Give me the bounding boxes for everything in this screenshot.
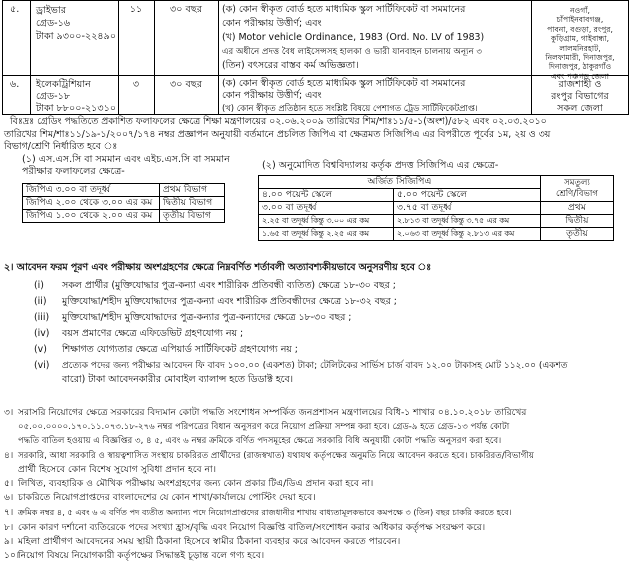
table-cell: ২.০৬৩ বা তদূর্ধ্ব কিন্তু ২.৮১৩ এর কম (394, 228, 541, 241)
post-count: ৩ (132, 79, 140, 90)
condition-number: (ii) (34, 296, 47, 307)
condition-text: মুক্তিযোদ্ধা/শহীদ মুক্তিযোদ্ধাদের পুত্র-কন্যার পুত্র-কন্যাদের ক্ষেত্রে ১৮-৩০ বছর ; (62, 312, 352, 323)
post-count: ১১ (129, 4, 143, 15)
table-row (23, 184, 225, 197)
post-age: ৩০ বছর (170, 4, 202, 15)
point-number: ৫। (4, 478, 14, 490)
qual-line: এর অধীনে প্রদত্ত বৈধ লাইসেন্সসহ হালকা ও ভারী যানবাহন চালনায় অন্যূন ৩ (222, 47, 483, 57)
point-text: প্রার্থী হিসেবে কোন বিশেষ সুযোগ সুবিধা প্রদান হবে না। (18, 463, 216, 475)
point-number: ৪। (4, 449, 14, 461)
table-cell: ২.৮১৩ বা তদূর্ধ্ব কিন্তু ৩.৭৫ এর কম (394, 215, 541, 228)
condition-text: বয়স প্রমাণের ক্ষেত্রে এফিডেভিট গ্রহণযোগ্য নয় ; (62, 328, 244, 339)
gpa-table (22, 183, 225, 223)
condition-item (34, 310, 568, 326)
post-age: ৩০ বছর (170, 79, 202, 90)
header-line: শ্রেণি/বিভাগ (555, 188, 599, 199)
point-line (4, 549, 534, 563)
condition-number: (v) (34, 344, 47, 355)
condition-number: (i) (34, 280, 44, 291)
subtitle-line: (১) এস.এস.সি বা সমমান এবং এইচ.এস.সি বা সমমান (22, 154, 230, 165)
district-line: চাঁপাইনবাবগঞ্জ, (556, 15, 604, 25)
post-districts (532, 6, 628, 81)
table-row (259, 228, 614, 241)
table-cell: দ্বিতীয় (541, 215, 614, 228)
district-line: রাজশাহী ও (558, 79, 602, 90)
post-pay: টাকা ৮৮০০-২১৩১০ (36, 103, 117, 114)
cgpa-table (258, 175, 614, 241)
numbered-points (4, 406, 534, 563)
condition-item (34, 358, 568, 374)
point-line (4, 434, 534, 448)
point-line (4, 505, 534, 520)
table-header: অর্জিত সিজিপিএ (259, 176, 541, 189)
point-number: ১০। (4, 550, 20, 562)
district-line: কুড়িগ্রাম, গাইবান্ধা, (550, 34, 610, 44)
point-text: ক্রমিক নম্বর ৪, ৫ এবং ৬ এ বর্ণিত পদ ব্যতীত অন্যান্য পদে নিয়োগপ্রাপ্তদের রাজধানীর শাখায় বাধ্যতামূলকভাবে কমপক্ষে ৩ (তিন) বছর চাকরি করতে হবে। (18, 507, 512, 518)
condition-text: প্রত্যেক পদের জন্য পরীক্ষার আবেদন ফি বাবদ ১০০.০০ (একশত) টাকা; টেলিটকের সার্ভিস চার্জ বাবদ ১২.০০ টাকাসহ মোট ১১২.০০ (একশত (62, 361, 568, 371)
qual-line: কোন পরীক্ষায় উত্তীর্ণ; এবং (222, 90, 322, 101)
col-divider (218, 0, 219, 115)
table-cell: ২.২৫ বা তদূর্ধ্ব কিন্তু ৩.০০ এর কম (259, 215, 394, 228)
condition-number: (vi) (34, 360, 50, 371)
post-pay: টাকা ৯৩০০-২২৪৯০ (36, 31, 117, 42)
note-line: বিভাগ/শ্রেণি নির্ধারিত হবে ঃ (4, 141, 118, 152)
post-title-block (36, 79, 116, 115)
table-row (259, 176, 614, 189)
table-left-border (2, 0, 3, 115)
subtitle-line: পরীক্ষার ফলাফলের ক্ষেত্রে- (22, 166, 125, 177)
district-line: দিনাজপুর, ঠাকুরগাঁও (548, 62, 612, 72)
point-text: সরকারি, আধা সরকারি ও স্বায়ত্বশাসিত সংস্থায় চাকরিরত প্রার্থীদের (রাজস্বখাত) যথাযথ কর্তৃপক্ষের অনুমতি নিয়ে আবেদন করতে হবে। চাকরিরত/বিভাগীয় (18, 450, 534, 461)
table-row (259, 202, 614, 215)
point-number: ৯। (4, 535, 14, 547)
post-serial: ৫. (10, 4, 20, 15)
district-line: নিলফামারী, দিনাজপুর, (545, 53, 615, 63)
condition-text: সকল প্রার্থীর (মুক্তিযোদ্ধার পুত্র-কন্যা এবং শারীরিক প্রতিবন্ধী ব্যতিত) ক্ষেত্রে ১৮-৩০ বছর ; (62, 280, 396, 291)
post-grade: গ্রেড-১৬ (36, 18, 71, 29)
district-line: এবং পঞ্চগড় জেলা (550, 71, 610, 81)
point-number: ৩। (4, 407, 14, 418)
section-2-heading: ২। আবেদন ফরম পূরণ এবং পরীক্ষায় অংশগ্রহণের ক্ষেত্রে নিম্নবর্ণিত শর্তাবলী অত্যাবশ্যকীয়ভাবে অনুসরণীয় হবে ঃ (4, 262, 432, 273)
table-cell: প্রথম (541, 202, 614, 215)
table-row (23, 210, 225, 223)
point-line (4, 463, 534, 477)
point-line (4, 521, 534, 535)
point-number: ৮। (4, 521, 14, 533)
point-line (4, 491, 534, 505)
qual-line: (খ) কোন স্বীকৃত প্রতিষ্ঠান হতে সংশ্লিষ্ট বিষয়ে পেশাগত ট্রেড সার্টিফিকেটপ্রাপ্ত। (222, 103, 478, 113)
point-text: পদ্ধতি বাতিল হওয়ায় এ বিজ্ঞপ্তির ৩, ৪ ৫, এবং ৬ নম্বর ক্রমিকে বর্ণিত পদসমূহের ক্ষেত্রে সরকারি বিধি অনুযায়ী কোটা পদ্ধতি অনুসরণ করা হবে। (18, 436, 502, 447)
point-line (4, 420, 534, 434)
col-divider (30, 0, 31, 115)
table-header (541, 176, 614, 202)
qual-line: (খ) Motor vehicle Ordinance, 1983 (Ord. No. LV of 1983) (222, 32, 485, 43)
table-cell: প্রথম বিভাগ (160, 184, 225, 197)
point-number: ৬। (4, 492, 14, 504)
point-text: মহিলা প্রার্থীগণ আবেদনের সময় স্থায়ী ঠিকানা হিসেবে স্বামীর ঠিকানা ব্যবহার করে আবেদন করতে পারবেন। (18, 535, 401, 547)
point-text: চাকরিতে নিয়োগপ্রাপ্তদের বাংলাদেশের যে কোন শাখা/কার্যালয়ে পোস্টিং দেয়া হবে। (18, 492, 316, 504)
post-title-block (36, 4, 116, 43)
table-right-border (628, 0, 629, 115)
table-top-border (2, 0, 629, 1)
table-cell: তৃতীয় বিভাগ (160, 210, 225, 223)
district-line: লালমনিরহাট, (559, 43, 601, 53)
condition-continuation: বারো) টাকা আবেদনকারীর মোবাইল ব্যালান্স হতে ডিডাক্ট হবে। (62, 374, 294, 385)
post-grade: গ্রেড-১৮ (36, 91, 71, 102)
qual-line: কোন পরীক্ষায় উত্তীর্ণ; এবং (222, 18, 322, 29)
table-cell: জিপিএ ২.০০ থেকে ৩.০০ এর কম (23, 197, 160, 210)
point-line (4, 477, 534, 491)
condition-text: মুক্তিযোদ্ধা/শহীদ মুক্তিযোদ্ধাদের পুত্র-কন্যা এবং শারীরিক প্রতিবন্ধীদের ক্ষেত্রে ১৮-৩২ বছর ; (62, 296, 397, 307)
table-row (259, 215, 614, 228)
table-cell: ৩.০০ বা তদূর্ধ্ব (259, 202, 394, 215)
condition-number: (iv) (34, 328, 50, 339)
condition-number: (iii) (34, 312, 50, 323)
table-cell: ৩.৭৫ বা তদূর্ধ্ব (394, 202, 541, 215)
table-cell: ৪.০০ পয়েন্ট স্কেলে (259, 189, 394, 202)
qual-line: (তিন) বৎসরের বাস্তব কর্ম অভিজ্ঞতা। (222, 60, 359, 71)
district-line: রংপুর বিভাগের (551, 91, 609, 102)
table-cell: ৫.০০ পয়েন্ট স্কেলে (394, 189, 541, 202)
table-cell: দ্বিতীয় বিভাগ (160, 197, 225, 210)
table-cell: জিপিএ ১.০০ থেকে ২.০০ এর কম (23, 210, 160, 223)
post-title: ইলেকট্রিশিয়ান (36, 79, 91, 90)
table-row (23, 197, 225, 210)
col-divider (154, 0, 155, 115)
point-number: ৭। (4, 507, 14, 519)
district-line: সকল জেলা (557, 103, 603, 114)
note-line: বিঃদ্রঃ গ্রেডিং পদ্ধতিতে প্রকাশিত ফলাফলের ক্ষেত্রে শিক্ষা মন্ত্রণালয়ের ০২.০৬.২০০৯ তারিখের শিম/শাঃ১১/৫-১(অংশ)/৫৮২ এবং ০২.০৩.২০১০ (10, 116, 547, 127)
gpa-subtitle (22, 154, 230, 178)
condition-item (34, 326, 568, 342)
cgpa-subtitle: (২) অনুমোদিত বিশ্ববিদ্যালয় কর্তৃক প্রদত্ত সিজিপিএ এর ক্ষেত্রে- (262, 160, 499, 171)
post-serial: ৬. (10, 79, 20, 90)
point-text: ০৫.০০.০০০০.১৭০.১১.০৭৩.১৮-২৭৬ নম্বর পরিপত্রের বিধান অনুসরণ করে নিয়োগ প্রক্রিয়া সম্পন্ন করা হবে। গ্রেড-৯ হতে গ্রেড-১৩ পর্যন্ত কোটা (18, 422, 510, 433)
post-title: ড্রাইভার (36, 5, 67, 16)
condition-item (34, 278, 568, 294)
table-cell: তৃতীয় (541, 228, 614, 241)
district-line: পাবনা, বগুড়া, রংপুর, (547, 24, 613, 34)
note-line: তারিখের শিম/শাঃ১১/১৯-১/২০০৭/১৭৪ নম্বর প্রজ্ঞাপন অনুযায়ী বর্তমানে প্রচলিত জিপিএ বা ক্ষেত্রমত সিজিপিএ এর বিপরীতে পূর্বের ১ম, ২য় ও ৩য় (4, 128, 551, 140)
grading-note (4, 116, 550, 154)
point-line (4, 406, 534, 420)
post-qualifications (222, 78, 478, 114)
conditions-list (34, 278, 568, 386)
post-qualifications (222, 3, 484, 73)
header-line: সমতুল্য (564, 177, 590, 188)
qual-line: (ক) কোন স্বীকৃত বোর্ড হতে মাধ্যমিক স্কুল সার্টিফিকেট বা সমমানের (222, 4, 466, 15)
table-cell: ১.৬৫ বা তদূর্ধ্ব কিন্তু ২.২৫ এর কম (259, 228, 394, 241)
point-text: কোন কারণ দর্শানো ব্যতিরেকে পদের সংখ্যা হ্রাস/বৃদ্ধি এবং নিয়োগ বিজ্ঞপ্তি বাতিল/সংশোধন করার অধিকার কর্তৃপক্ষ সংরক্ষণ করে। (18, 521, 486, 533)
point-text: লিখিত, ব্যবহারিক ও মৌখিক পরীক্ষায় অংশগ্রহণের জন্য কোন প্রকার টিএ/ডিএ প্রদান করা হবে না। (18, 478, 374, 490)
condition-item (34, 294, 568, 310)
point-text: সরাসরি নিয়োগের ক্ষেত্রে সরকারের বিদ্যমান কোটা পদ্ধতি সংশোধন সম্পর্কিত জনপ্রশাসন মন্ত্রণালয়ের বিধি-১ শাখার ০৪.১০.২০১৮ তারিখের (18, 407, 527, 418)
point-line (4, 449, 534, 463)
table-cell: জিপিএ ৩.০০ বা তদূর্ধ্ব (23, 184, 160, 197)
condition-item (34, 342, 568, 358)
district-line: নওগাঁ, (570, 6, 590, 15)
point-line (4, 535, 534, 549)
point-text: নিয়োগ বিষয়ে নিয়োগকারী কর্তৃপক্ষের সিদ্ধান্তই চূড়ান্ত বলে গণ্য হবে। (18, 550, 265, 562)
col-divider (118, 0, 119, 115)
post-districts (532, 79, 628, 115)
condition-text: শিক্ষাগত যোগ্যতার ক্ষেত্রে এপিয়ার্ড সার্টিফিকেট গ্রহণযোগ্য নয় ; (62, 344, 298, 355)
qual-line: (ক) কোন স্বীকৃত বোর্ড হতে মাধ্যমিক স্কুল সার্টিফিকেট বা সমমানের (222, 78, 466, 89)
